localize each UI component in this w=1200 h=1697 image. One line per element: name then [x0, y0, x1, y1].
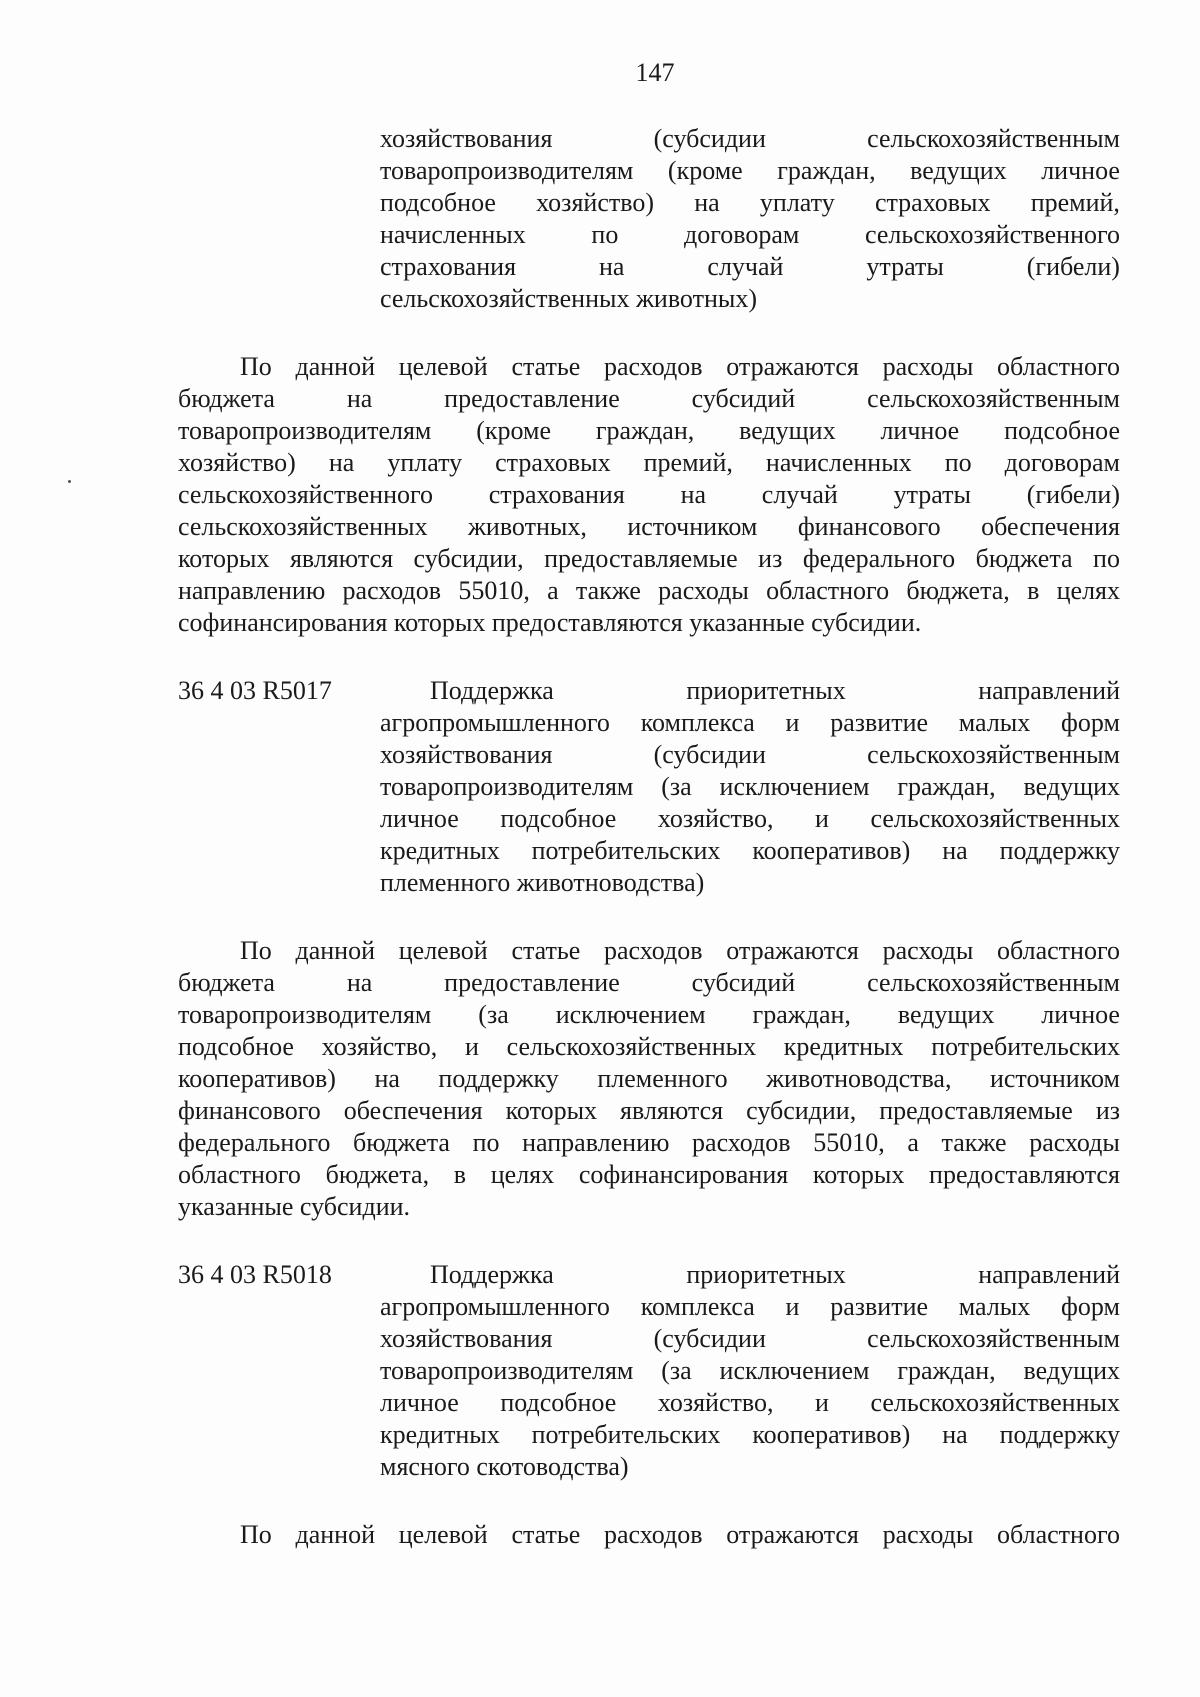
text-line: По данной целевой статье расходов отражаются расходы областного [240, 936, 1120, 965]
page-number: 147 [635, 58, 675, 87]
text-line: товаропроизводителям (кроме граждан, ведущих личное [380, 156, 1120, 185]
text-line: Поддержка приоритетных направлений [430, 676, 1120, 705]
text-line: товаропроизводителям (кроме граждан, ведущих личное подсобное [178, 416, 1120, 445]
text-line: По данной целевой статье расходов отражаются расходы областного [240, 352, 1120, 381]
text-line: софинансирования которых предоставляются указанные субсидии. [178, 608, 922, 637]
text-line: товаропроизводителям (за исключением граждан, ведущих [380, 772, 1120, 801]
text-line: Поддержка приоритетных направлений [430, 1260, 1120, 1289]
budget-code: 36 4 03 R5017 [178, 676, 332, 705]
text-line: указанные субсидии. [178, 1192, 411, 1221]
text-line: подсобное хозяйство, и сельскохозяйственных кредитных потребительских [178, 1032, 1120, 1061]
text-line: товаропроизводителям (за исключением граждан, ведущих [380, 1356, 1120, 1385]
text-line: кредитных потребительских кооперативов) на поддержку [380, 1420, 1120, 1449]
text-line: хозяйство) на уплату страховых премий, начисленных по договорам [178, 448, 1120, 477]
text-line: кредитных потребительских кооперативов) на поддержку [380, 836, 1120, 865]
text-line: сельскохозяйственных животных, источником финансового обеспечения [178, 512, 1120, 541]
text-line: которых являются субсидии, предоставляемые из федерального бюджета по [178, 544, 1120, 573]
text-line: личное подсобное хозяйство, и сельскохозяйственных [380, 1388, 1120, 1417]
text-line: сельскохозяйственного страхования на случай утраты (гибели) [178, 480, 1120, 509]
text-line: кооперативов) на поддержку племенного животноводства, источником [178, 1064, 1120, 1093]
text-line: областного бюджета, в целях софинансирования которых предоставляются [178, 1160, 1120, 1189]
text-line: личное подсобное хозяйство, и сельскохозяйственных [380, 804, 1120, 833]
text-line: направлению расходов 55010, а также расходы областного бюджета, в целях [178, 576, 1120, 605]
text-line: хозяйствования (субсидии сельскохозяйственным [380, 740, 1120, 769]
text-line: бюджета на предоставление субсидий сельскохозяйственным [178, 968, 1120, 997]
text-line: подсобное хозяйство) на уплату страховых премий, [380, 188, 1120, 217]
text-line: начисленных по договорам сельскохозяйственного [380, 220, 1120, 249]
text-line: бюджета на предоставление субсидий сельскохозяйственным [178, 384, 1120, 413]
text-line: агропромышленного комплекса и развитие малых форм [380, 1292, 1120, 1321]
text-line: товаропроизводителям (за исключением граждан, ведущих личное [178, 1000, 1120, 1029]
text-line: По данной целевой статье расходов отражаются расходы областного [240, 1520, 1120, 1549]
text-line: сельскохозяйственных животных) [380, 284, 757, 313]
text-line: страхования на случай утраты (гибели) [380, 252, 1120, 281]
text-line: агропромышленного комплекса и развитие малых форм [380, 708, 1120, 737]
text-line: мясного скотоводства) [380, 1452, 629, 1481]
text-line: финансового обеспечения которых являются субсидии, предоставляемые из [178, 1096, 1120, 1125]
text-line: племенного животноводства) [380, 868, 705, 897]
text-line: федерального бюджета по направлению расходов 55010, а также расходы [178, 1128, 1120, 1157]
scan-speck [68, 480, 71, 483]
text-line: хозяйствования (субсидии сельскохозяйственным [380, 1324, 1120, 1353]
budget-code: 36 4 03 R5018 [178, 1260, 332, 1289]
text-line: хозяйствования (субсидии сельскохозяйственным [380, 124, 1120, 153]
